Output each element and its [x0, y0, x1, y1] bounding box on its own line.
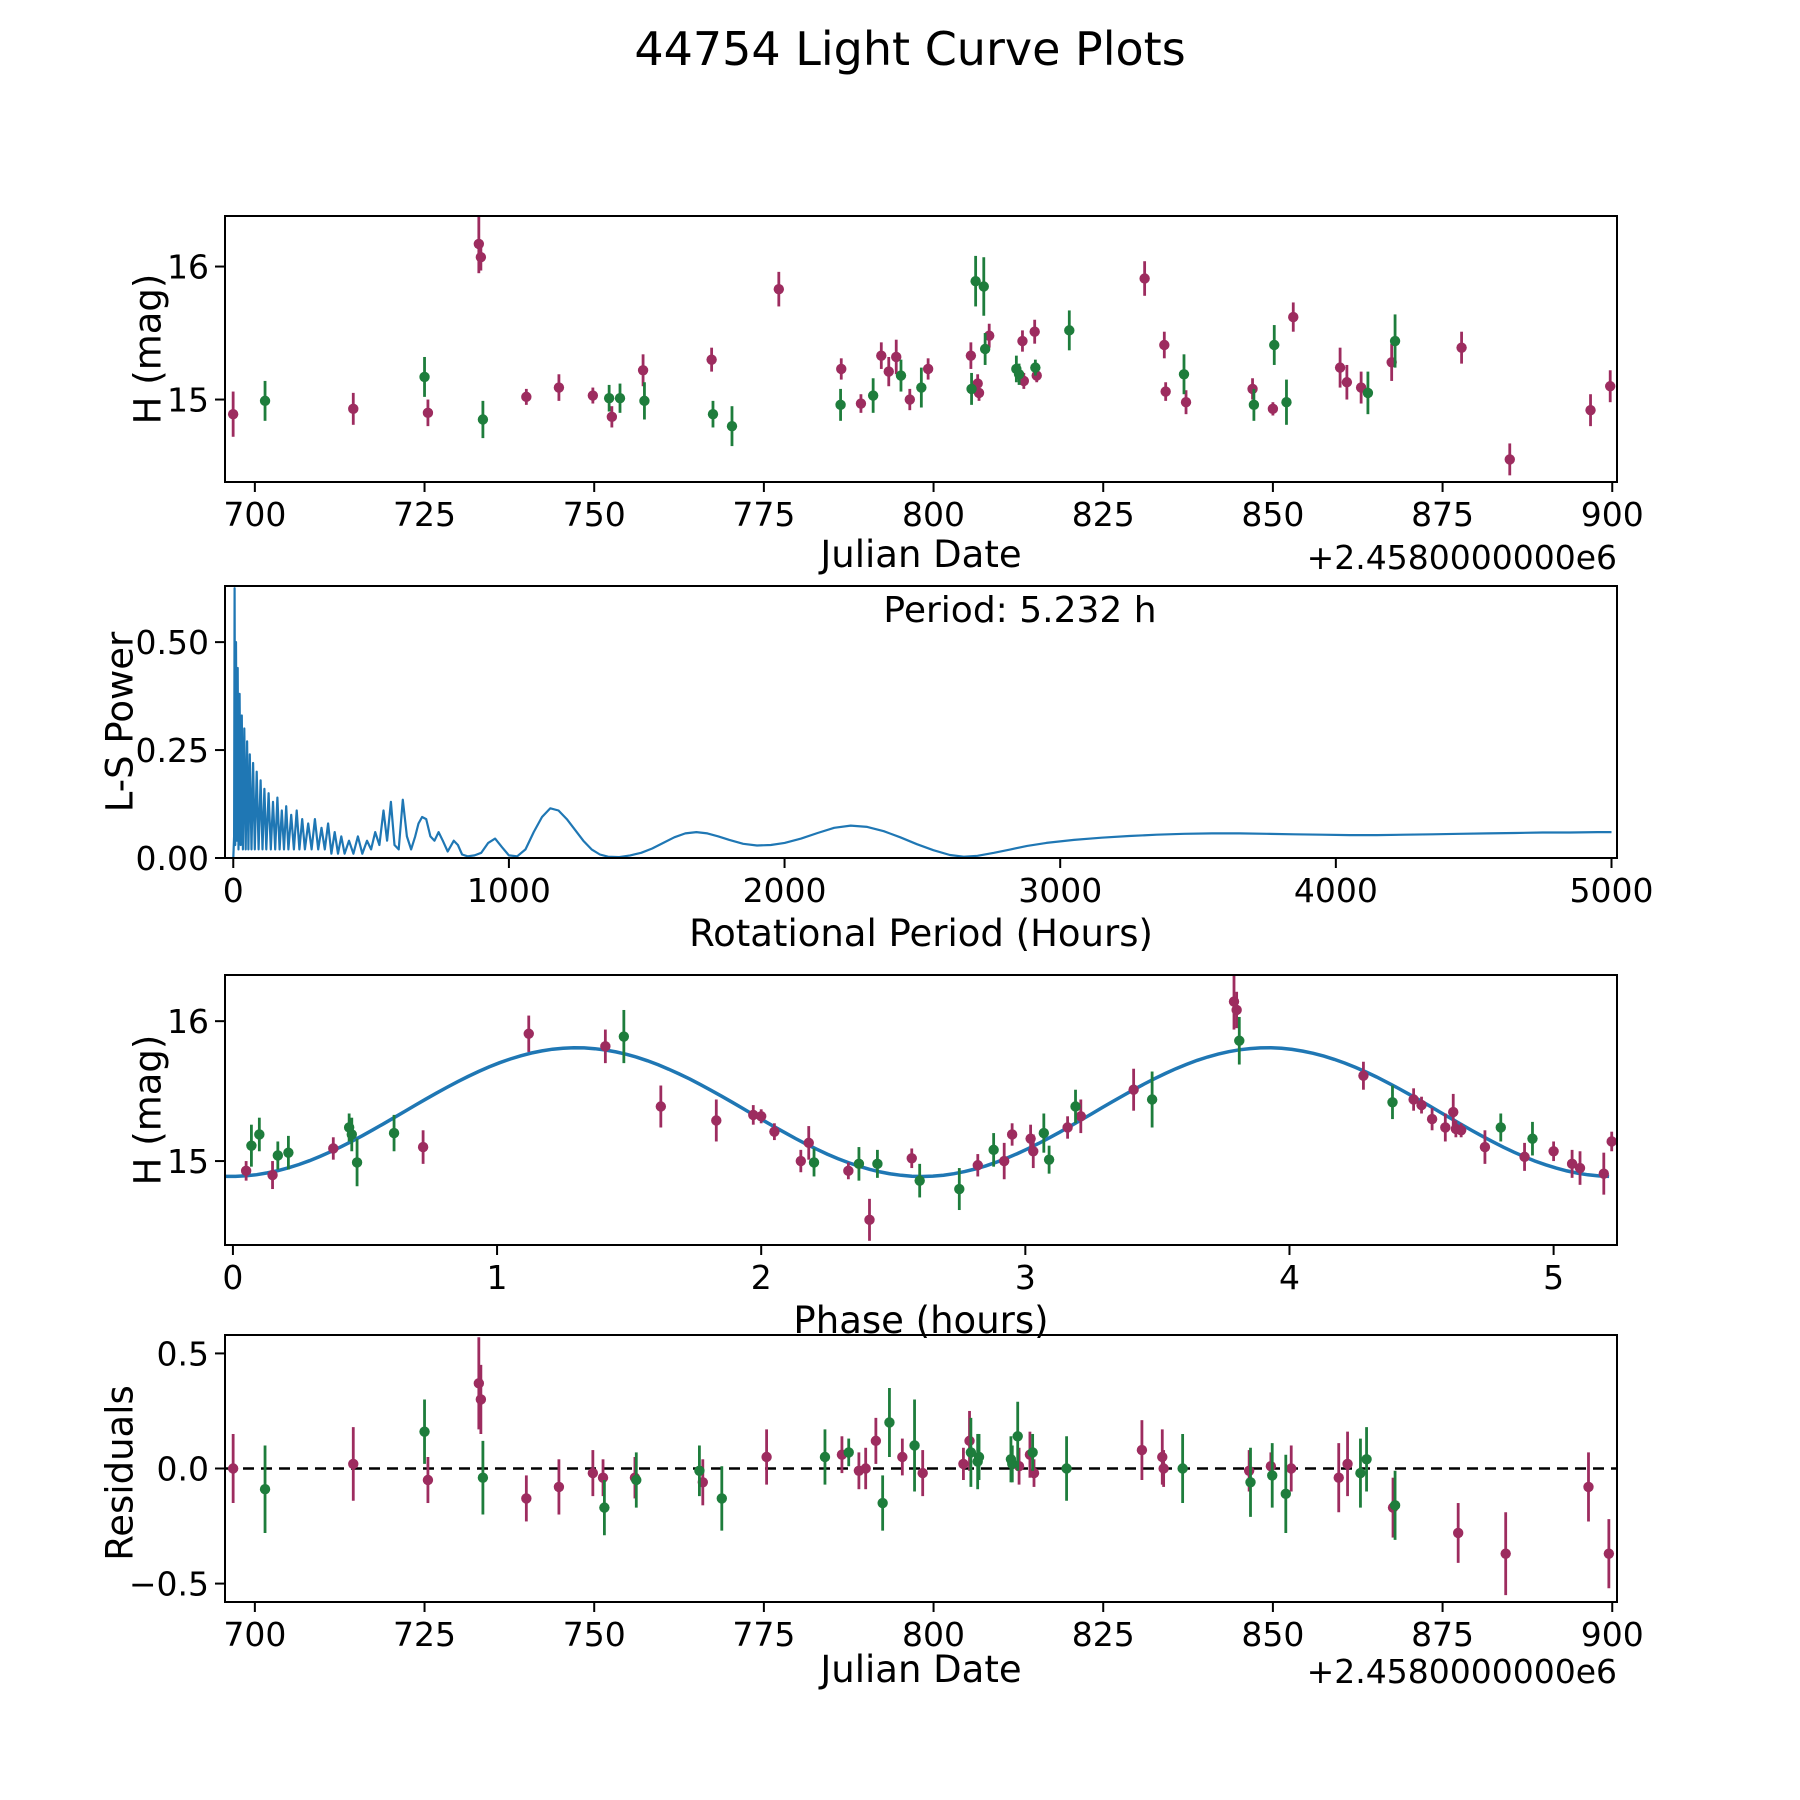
x-tick-label: 850	[1241, 495, 1305, 534]
data-point-marker	[1286, 1463, 1296, 1473]
data-point-marker	[260, 396, 270, 406]
data-point-marker	[909, 1440, 919, 1450]
phased-a-markers	[241, 996, 1617, 1225]
data-point-marker	[260, 1484, 270, 1494]
data-point-marker	[1268, 404, 1278, 414]
data-point-marker	[1505, 454, 1515, 464]
x-tick-label: 800	[902, 1615, 966, 1654]
data-point-marker	[796, 1156, 806, 1166]
data-point-marker	[656, 1101, 666, 1111]
data-point-marker	[1548, 1146, 1558, 1156]
data-point-marker	[419, 1426, 429, 1436]
data-point-marker	[1007, 1459, 1017, 1469]
data-point-marker	[1128, 1085, 1138, 1095]
data-point-marker	[1456, 1125, 1466, 1135]
data-point-marker	[877, 1498, 887, 1508]
data-point-marker	[717, 1493, 727, 1503]
data-point-marker	[1245, 1477, 1255, 1487]
data-point-marker	[1387, 1097, 1397, 1107]
data-point-marker	[474, 239, 484, 249]
data-point-marker	[708, 409, 718, 419]
observations-b-markers	[260, 276, 1400, 431]
data-point-marker	[1159, 340, 1169, 350]
data-point-marker	[521, 1493, 531, 1503]
periodogram-title: Period: 5.232 h	[883, 590, 1157, 631]
residuals-x-axis-label: Julian Date	[820, 1648, 1022, 1691]
residuals-b-errorbars	[265, 1388, 1395, 1540]
x-tick-label: 1000	[466, 871, 551, 910]
data-point-marker	[1039, 1128, 1049, 1138]
data-point-marker	[273, 1150, 283, 1160]
data-point-marker	[756, 1111, 766, 1121]
data-point-marker	[1496, 1122, 1506, 1132]
data-point-marker	[884, 366, 894, 376]
data-point-marker	[1361, 1454, 1371, 1464]
data-point-marker	[884, 1417, 894, 1427]
data-point-marker	[1448, 1107, 1458, 1117]
data-point-marker	[241, 1166, 251, 1176]
data-point-marker	[868, 390, 878, 400]
plot1-x-axis-label: Julian Date	[820, 533, 1022, 576]
data-point-marker	[283, 1147, 293, 1157]
data-point-marker	[897, 1452, 907, 1462]
data-point-marker	[1363, 388, 1373, 398]
data-point-marker	[774, 284, 784, 294]
data-point-marker	[1181, 397, 1191, 407]
data-point-marker	[905, 394, 915, 404]
data-point-marker	[1027, 1447, 1037, 1457]
x-tick-label: 725	[393, 1615, 457, 1654]
data-point-marker	[347, 1129, 357, 1139]
data-point-marker	[1137, 1445, 1147, 1455]
data-point-marker	[476, 252, 486, 262]
data-point-marker	[1030, 362, 1040, 372]
periodogram-y-axis-label: L-S Power	[98, 631, 142, 813]
data-point-marker	[727, 421, 737, 431]
x-tick-label: 825	[1071, 1615, 1135, 1654]
y-tick-label: 16	[167, 1002, 209, 1042]
residuals-x-offset-label: +2.4580000000e6	[1306, 1652, 1617, 1691]
data-point-marker	[1029, 327, 1039, 337]
x-tick-label: 750	[562, 495, 626, 534]
data-point-marker	[843, 1166, 853, 1176]
data-point-marker	[1599, 1168, 1609, 1178]
data-point-marker	[1440, 1122, 1450, 1132]
data-point-marker	[1605, 381, 1615, 391]
y-tick-label: 0.50	[135, 623, 209, 663]
data-point-marker	[973, 1160, 983, 1170]
data-point-marker	[1014, 369, 1024, 379]
data-point-marker	[1234, 1036, 1244, 1046]
data-point-marker	[588, 1468, 598, 1478]
data-point-marker	[1604, 1548, 1614, 1558]
data-point-marker	[1013, 1431, 1023, 1441]
data-point-marker	[1028, 1146, 1038, 1156]
y-tick-label: 0.5	[156, 1334, 209, 1374]
data-point-marker	[1076, 1111, 1086, 1121]
data-point-marker	[844, 1447, 854, 1457]
data-point-marker	[474, 1378, 484, 1388]
plot1-x-offset-label: +2.4580000000e6	[1306, 538, 1617, 577]
periodogram-x-axis-label: Rotational Period (Hours)	[689, 912, 1153, 955]
data-point-marker	[638, 365, 648, 375]
data-point-marker	[554, 382, 564, 392]
sinusoidal-fit	[225, 1048, 1609, 1177]
data-point-marker	[228, 1463, 238, 1473]
plot1-y-axis-label: H (mag)	[126, 273, 170, 425]
x-tick-label: 4	[1278, 1258, 1300, 1297]
data-point-marker	[1500, 1548, 1510, 1558]
data-point-marker	[1061, 1463, 1071, 1473]
x-tick-label: 775	[732, 1615, 796, 1654]
data-point-marker	[1288, 312, 1298, 322]
data-point-marker	[476, 1394, 486, 1404]
data-point-marker	[706, 354, 716, 364]
x-tick-label: 5000	[1569, 871, 1654, 910]
data-point-marker	[604, 393, 614, 403]
data-point-marker	[1269, 340, 1279, 350]
data-point-marker	[1281, 397, 1291, 407]
data-point-marker	[876, 350, 886, 360]
data-point-marker	[1025, 1133, 1035, 1143]
data-point-marker	[872, 1159, 882, 1169]
data-point-marker	[1583, 1482, 1593, 1492]
residuals-a-markers	[228, 1378, 1614, 1559]
data-point-marker	[1147, 1094, 1157, 1104]
x-tick-label: 775	[732, 495, 796, 534]
data-point-marker	[423, 408, 433, 418]
data-point-marker	[979, 281, 989, 291]
x-tick-label: 875	[1411, 1615, 1475, 1654]
data-point-marker	[521, 392, 531, 402]
phase-y-axis-label: H (mag)	[126, 1034, 170, 1186]
data-point-marker	[923, 364, 933, 374]
data-point-marker	[820, 1452, 830, 1462]
phase-plot-area	[225, 974, 1617, 1241]
data-point-marker	[1157, 1452, 1167, 1462]
x-tick-label: 2	[750, 1258, 772, 1297]
data-point-marker	[854, 1159, 864, 1169]
y-tick-label: −0.5	[128, 1564, 209, 1604]
x-tick-label: 0	[222, 1258, 244, 1297]
data-point-marker	[1575, 1163, 1585, 1173]
data-point-marker	[554, 1482, 564, 1492]
x-tick-label: 700	[223, 495, 287, 534]
data-point-marker	[588, 390, 598, 400]
x-tick-label: 725	[393, 495, 457, 534]
data-point-marker	[419, 372, 429, 382]
data-point-marker	[917, 1468, 927, 1478]
data-point-marker	[1017, 336, 1027, 346]
data-point-marker	[1358, 1071, 1368, 1081]
y-tick-label: 15	[167, 1142, 209, 1182]
data-point-marker	[348, 404, 358, 414]
data-point-marker	[228, 409, 238, 419]
data-point-marker	[1335, 362, 1345, 372]
data-point-marker	[999, 1156, 1009, 1166]
data-point-marker	[711, 1115, 721, 1125]
data-point-marker	[352, 1157, 362, 1167]
observations-a-errorbars	[233, 215, 1610, 476]
x-tick-label: 4000	[1293, 871, 1378, 910]
data-point-marker	[1527, 1133, 1537, 1143]
observations-a-markers	[228, 239, 1615, 465]
data-point-marker	[1179, 369, 1189, 379]
data-point-marker	[599, 1502, 609, 1512]
data-point-marker	[1177, 1463, 1187, 1473]
x-tick-label: 850	[1241, 1615, 1305, 1654]
data-point-marker	[1334, 1473, 1344, 1483]
y-tick-label: 0.25	[135, 731, 209, 771]
x-tick-label: 875	[1411, 495, 1475, 534]
data-point-marker	[1453, 1528, 1463, 1538]
data-point-marker	[694, 1466, 704, 1476]
data-point-marker	[1390, 336, 1400, 346]
observations-b-errorbars	[265, 256, 1395, 446]
data-point-marker	[619, 1031, 629, 1041]
data-point-marker	[954, 1184, 964, 1194]
data-point-marker	[348, 1459, 358, 1469]
residuals-b-markers	[260, 1417, 1400, 1513]
x-tick-label: 825	[1071, 495, 1135, 534]
x-tick-label: 900	[1580, 495, 1644, 534]
data-point-marker	[423, 1475, 433, 1485]
x-tick-label: 3	[1014, 1258, 1036, 1297]
data-point-marker	[809, 1157, 819, 1167]
data-point-marker	[1064, 325, 1074, 335]
phase-x-axis-label: Phase (hours)	[793, 1299, 1049, 1342]
data-point-marker	[1231, 1005, 1241, 1015]
data-point-marker	[966, 350, 976, 360]
data-point-marker	[914, 1175, 924, 1185]
data-point-marker	[896, 370, 906, 380]
data-point-marker	[1427, 1114, 1437, 1124]
phase-axes-frame	[225, 975, 1617, 1245]
data-point-marker	[1456, 342, 1466, 352]
data-point-marker	[1355, 1468, 1365, 1478]
x-tick-label: 900	[1580, 1615, 1644, 1654]
data-point-marker	[389, 1128, 399, 1138]
data-point-marker	[267, 1170, 277, 1180]
data-point-marker	[1480, 1142, 1490, 1152]
x-tick-label: 2000	[742, 871, 827, 910]
data-point-marker	[907, 1153, 917, 1163]
data-point-marker	[639, 396, 649, 406]
data-point-marker	[1158, 1463, 1168, 1473]
x-tick-label: 700	[223, 1615, 287, 1654]
data-point-marker	[836, 364, 846, 374]
data-point-marker	[1062, 1122, 1072, 1132]
data-point-marker	[1519, 1152, 1529, 1162]
data-point-marker	[1416, 1100, 1426, 1110]
data-point-marker	[761, 1452, 771, 1462]
data-point-marker	[958, 1459, 968, 1469]
data-point-marker	[980, 344, 990, 354]
data-point-marker	[600, 1041, 610, 1051]
data-point-marker	[804, 1138, 814, 1148]
data-point-marker	[328, 1143, 338, 1153]
residuals-y-axis-label: Residuals	[98, 1385, 142, 1561]
data-point-marker	[835, 400, 845, 410]
data-point-marker	[1342, 377, 1352, 387]
data-point-marker	[871, 1436, 881, 1446]
x-tick-label: 750	[562, 1615, 626, 1654]
data-point-marker	[478, 1473, 488, 1483]
lightcurve-axes-frame	[225, 216, 1617, 482]
y-tick-label: 15	[167, 380, 209, 420]
data-point-marker	[1070, 1101, 1080, 1111]
residuals-a-errorbars	[233, 1337, 1609, 1595]
data-point-marker	[1267, 1470, 1277, 1480]
data-point-marker	[864, 1215, 874, 1225]
data-point-marker	[631, 1475, 641, 1485]
data-point-marker	[1390, 1500, 1400, 1510]
data-point-marker	[974, 1452, 984, 1462]
data-point-marker	[1160, 386, 1170, 396]
lightcurve-plot-area	[228, 215, 1615, 476]
x-tick-label: 1	[486, 1258, 508, 1297]
data-point-marker	[769, 1126, 779, 1136]
phased-b-markers	[246, 1031, 1537, 1194]
data-point-marker	[856, 398, 866, 408]
data-point-marker	[524, 1029, 534, 1039]
data-point-marker	[246, 1140, 256, 1150]
figure-title: 44754 Light Curve Plots	[634, 22, 1186, 76]
data-point-marker	[1044, 1154, 1054, 1164]
residuals-plot-area	[225, 1337, 1617, 1595]
data-point-marker	[1342, 1459, 1352, 1469]
data-point-marker	[916, 382, 926, 392]
data-point-marker	[478, 414, 488, 424]
data-point-marker	[860, 1463, 870, 1473]
phased-a-errorbars	[246, 974, 1612, 1241]
data-point-marker	[418, 1142, 428, 1152]
data-point-marker	[988, 1145, 998, 1155]
data-point-marker	[966, 384, 976, 394]
data-point-marker	[1139, 273, 1149, 283]
data-point-marker	[1007, 1129, 1017, 1139]
x-tick-label: 5	[1543, 1258, 1565, 1297]
y-tick-label: 0.00	[135, 839, 209, 878]
y-tick-label: 0.0	[156, 1449, 209, 1489]
x-tick-label: 0	[222, 871, 244, 910]
data-point-marker	[1249, 400, 1259, 410]
x-tick-label: 3000	[1018, 871, 1103, 910]
data-point-marker	[1607, 1136, 1617, 1146]
y-tick-label: 16	[167, 247, 209, 287]
data-point-marker	[254, 1129, 264, 1139]
data-point-marker	[1281, 1489, 1291, 1499]
x-tick-label: 800	[902, 495, 966, 534]
data-point-marker	[615, 393, 625, 403]
data-point-marker	[607, 412, 617, 422]
data-point-marker	[1585, 405, 1595, 415]
phased-b-errorbars	[251, 1010, 1532, 1210]
